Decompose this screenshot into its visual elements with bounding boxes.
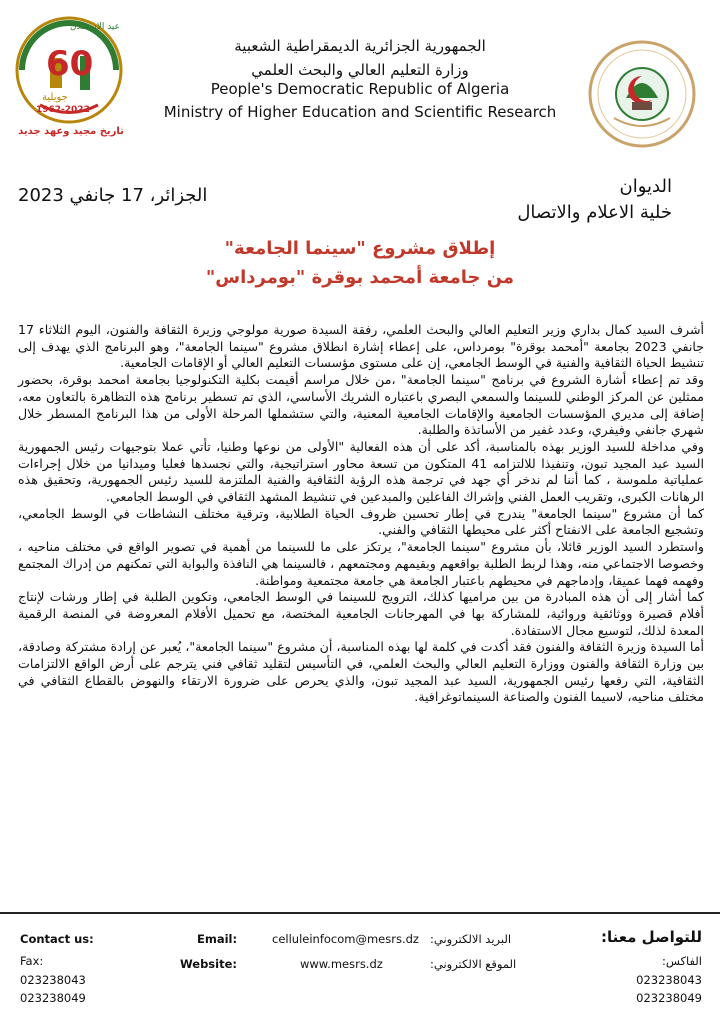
header-arabic-republic: الجمهورية الجزائرية الديمقراطية الشعبية [234,37,486,55]
footer-contact-ar: للتواصل معنا: [600,928,702,946]
footer-phone2-en: 023238049 [20,991,86,1005]
body-paragraph: واستطرد السيد الوزير قائلا، بأن مشروع "سينما الجامعة"، يرتكز على ما للسينما من أهمية في تصوير الواقع في مختلف مناحيه ، وخصوصا الاجتماعي منه، وهذا لربط الطلبة بواقعهم وبقيمهم ومجتمعهم ، فالسينما هي النافذة والبوابة التي تمكنهم من إدراك المجتمع وفهمه فهما عميقا، وإدماجهم في محيطهم باعتبار الجامعة هي جامعة مجتمعية ومواطنة. [18,539,704,588]
header-arabic-ministry: وزارة التعليم العالي والبحث العلمي [251,61,469,79]
body-paragraph: أما السيدة وزيرة الثقافة والفنون فقد أكدت في كلمة لها بهذه المناسبة، أن مشروع "سينما الجامعة"، يُعبر عن إرادة مشتركة وصادقة، بين وزارة الثقافة والفنون ووزارة التعليم العالي والبحث العلمي، في التأسيس لتقليد ثقافي فني يترجم على أرض الواقع الالتزامات الثقافية، التي رفعها رئيس الجمهورية، السيد عبد المجيد تبون، والذي يحرص على ضرورة الارتقاء والنهوض بالقطاع الثقافي في مختلف مناحيه، لاسيما الفنون والصناعة السينماتوغرافية. [18,639,704,705]
footer-website-link[interactable]: www.mesrs.dz [300,957,383,971]
anniversary-slogan: تاريخ مجيد وعهد جديد [18,126,124,137]
anniversary-dates: 1962-2022 [36,105,90,115]
press-title-line1: إطلاق مشروع "سينما الجامعة" [224,238,496,259]
department-cell: خلية الاعلام والاتصال [517,202,672,223]
press-title-line2: من جامعة أمحمد بوقرة "بومرداس" [205,267,515,288]
body-paragraph: وقد تم إعطاء أشارة الشروع في برنامج "سينما الجامعة" ،من خلال مراسم أقيمت بكلية التكنولوجيا بجامعة امحمد بوقرة، بحضور ممثلين عن المركز الوطني للسينما والسمعي البصري باعتباره الشريك الأساسي، الذي تم تسطير برنامج هذه التظاهرة بالتعاون معه، إضافة إلى مديري المؤسسات الجامعية والإقامات الجامعية المعنية، والتي ستشملها المرحلة الأولى من هذا البرنامج المسطر خلال شهري جانفي وفيفري، وعدد غفير من الأساتذة والطلبة. [18,372,704,438]
footer-email-link[interactable]: celluleinfocom@mesrs.dz [272,932,419,946]
footer-phone2-ar: 023238049 [636,991,702,1005]
footer-fax-ar: الفاكس: [661,954,702,968]
footer-email-ar: البريد الالكتروني: [430,932,512,946]
body-paragraph: أشرف السيد كمال بداري وزير التعليم العالي والبحث العلمي، رفقة السيدة صورية مولوجي وزيرة الثقافة والفنون، اليوم الثلاثاء 17 جانفي 2023 بجامعة "أمحمد بوقرة" بومرداس، على إعطاء إشارة انطلاق مشروع "سينما الجامعة"، وهو البرنامج الذي يهدف إلى تنشيط الحياة الثقافية والفنية في الوسط الجامعي، إن على مستوى مؤسسات التعليم العالي أو الإقامات الجامعية. [18,322,704,371]
ministry-emblem [586,38,698,150]
header-english-ministry: Ministry of Higher Education and Scientific Research [163,103,557,121]
anniversary-month: جويلية [42,92,68,103]
footer-divider [0,912,720,914]
anniversary-top-text: عيد الاستقلال [70,22,121,32]
press-body [18,322,704,706]
footer-fax-en: Fax: [20,954,44,968]
footer-website-label: Website: [180,957,237,971]
department-office: الديوان [619,176,672,197]
body-paragraph: كما أشار إلى أن هذه المبادرة من بين مراميها كذلك، الترويج للسينما في الوسط الجامعي، وتكوين الطلبة في إطار ورشات لإنتاج أفلام قصيرة ووثائقية وروائية، للمشاركة بها في المهرجانات الجامعية المختصة، مع تحميل الأفلام المعروضة في المنصة الرقمية المعدة لذلك، لتوسيع مجال الاستفادة. [18,589,704,638]
footer-phone1-en: 023238043 [20,973,86,987]
body-paragraph: كما أن مشروع "سينما الجامعة" يندرج في إطار تحسين ظروف الحياة الطلابية، وترقية مختلف النشاطات في الوسط الجامعي، وتشجيع الجامعة على الانفتاح أكثر على محيطها الثقافي والفني. [18,505,704,538]
press-date: الجزائر، 17 جانفي 2023 [18,185,208,206]
footer-email-label: Email: [197,932,238,946]
footer-website-ar: الموقع الالكتروني: [430,957,517,971]
body-paragraph: وفي مداخلة للسيد الوزير بهذه بالمناسبة، أكد على أن هذه الفعالية "الأولى من نوعها وطنيا، تأتي عملا بتوجيهات رئيس الجمهورية السيد عبد المجيد تبون، وتنفيذا للالتزامه 41 المتكون من تسعة محاور استراتيجية، والتي نجسدها فعليا وميدانيا من خلال إجراءات عملياتية ملموسة ، كما أننا لم ندخر أي جهد في ترجمة هذه الرؤية الثقافية والفنية الملتزمة للسيد رئيس الجمهورية، وتحقيق هذه الرهانات الكبرى، وتقريب العمل الفني وإشراك الفاعلين والمبدعين في تنشيط المشهد الثقافي في الوسط الجامعي. [18,438,704,505]
footer-phone1-ar: 023238043 [636,973,702,987]
anniversary-number: 60 [46,44,94,84]
header-english-republic: People's Democratic Republic of Algeria [210,80,510,98]
footer-contact-en: Contact us: [20,932,94,946]
